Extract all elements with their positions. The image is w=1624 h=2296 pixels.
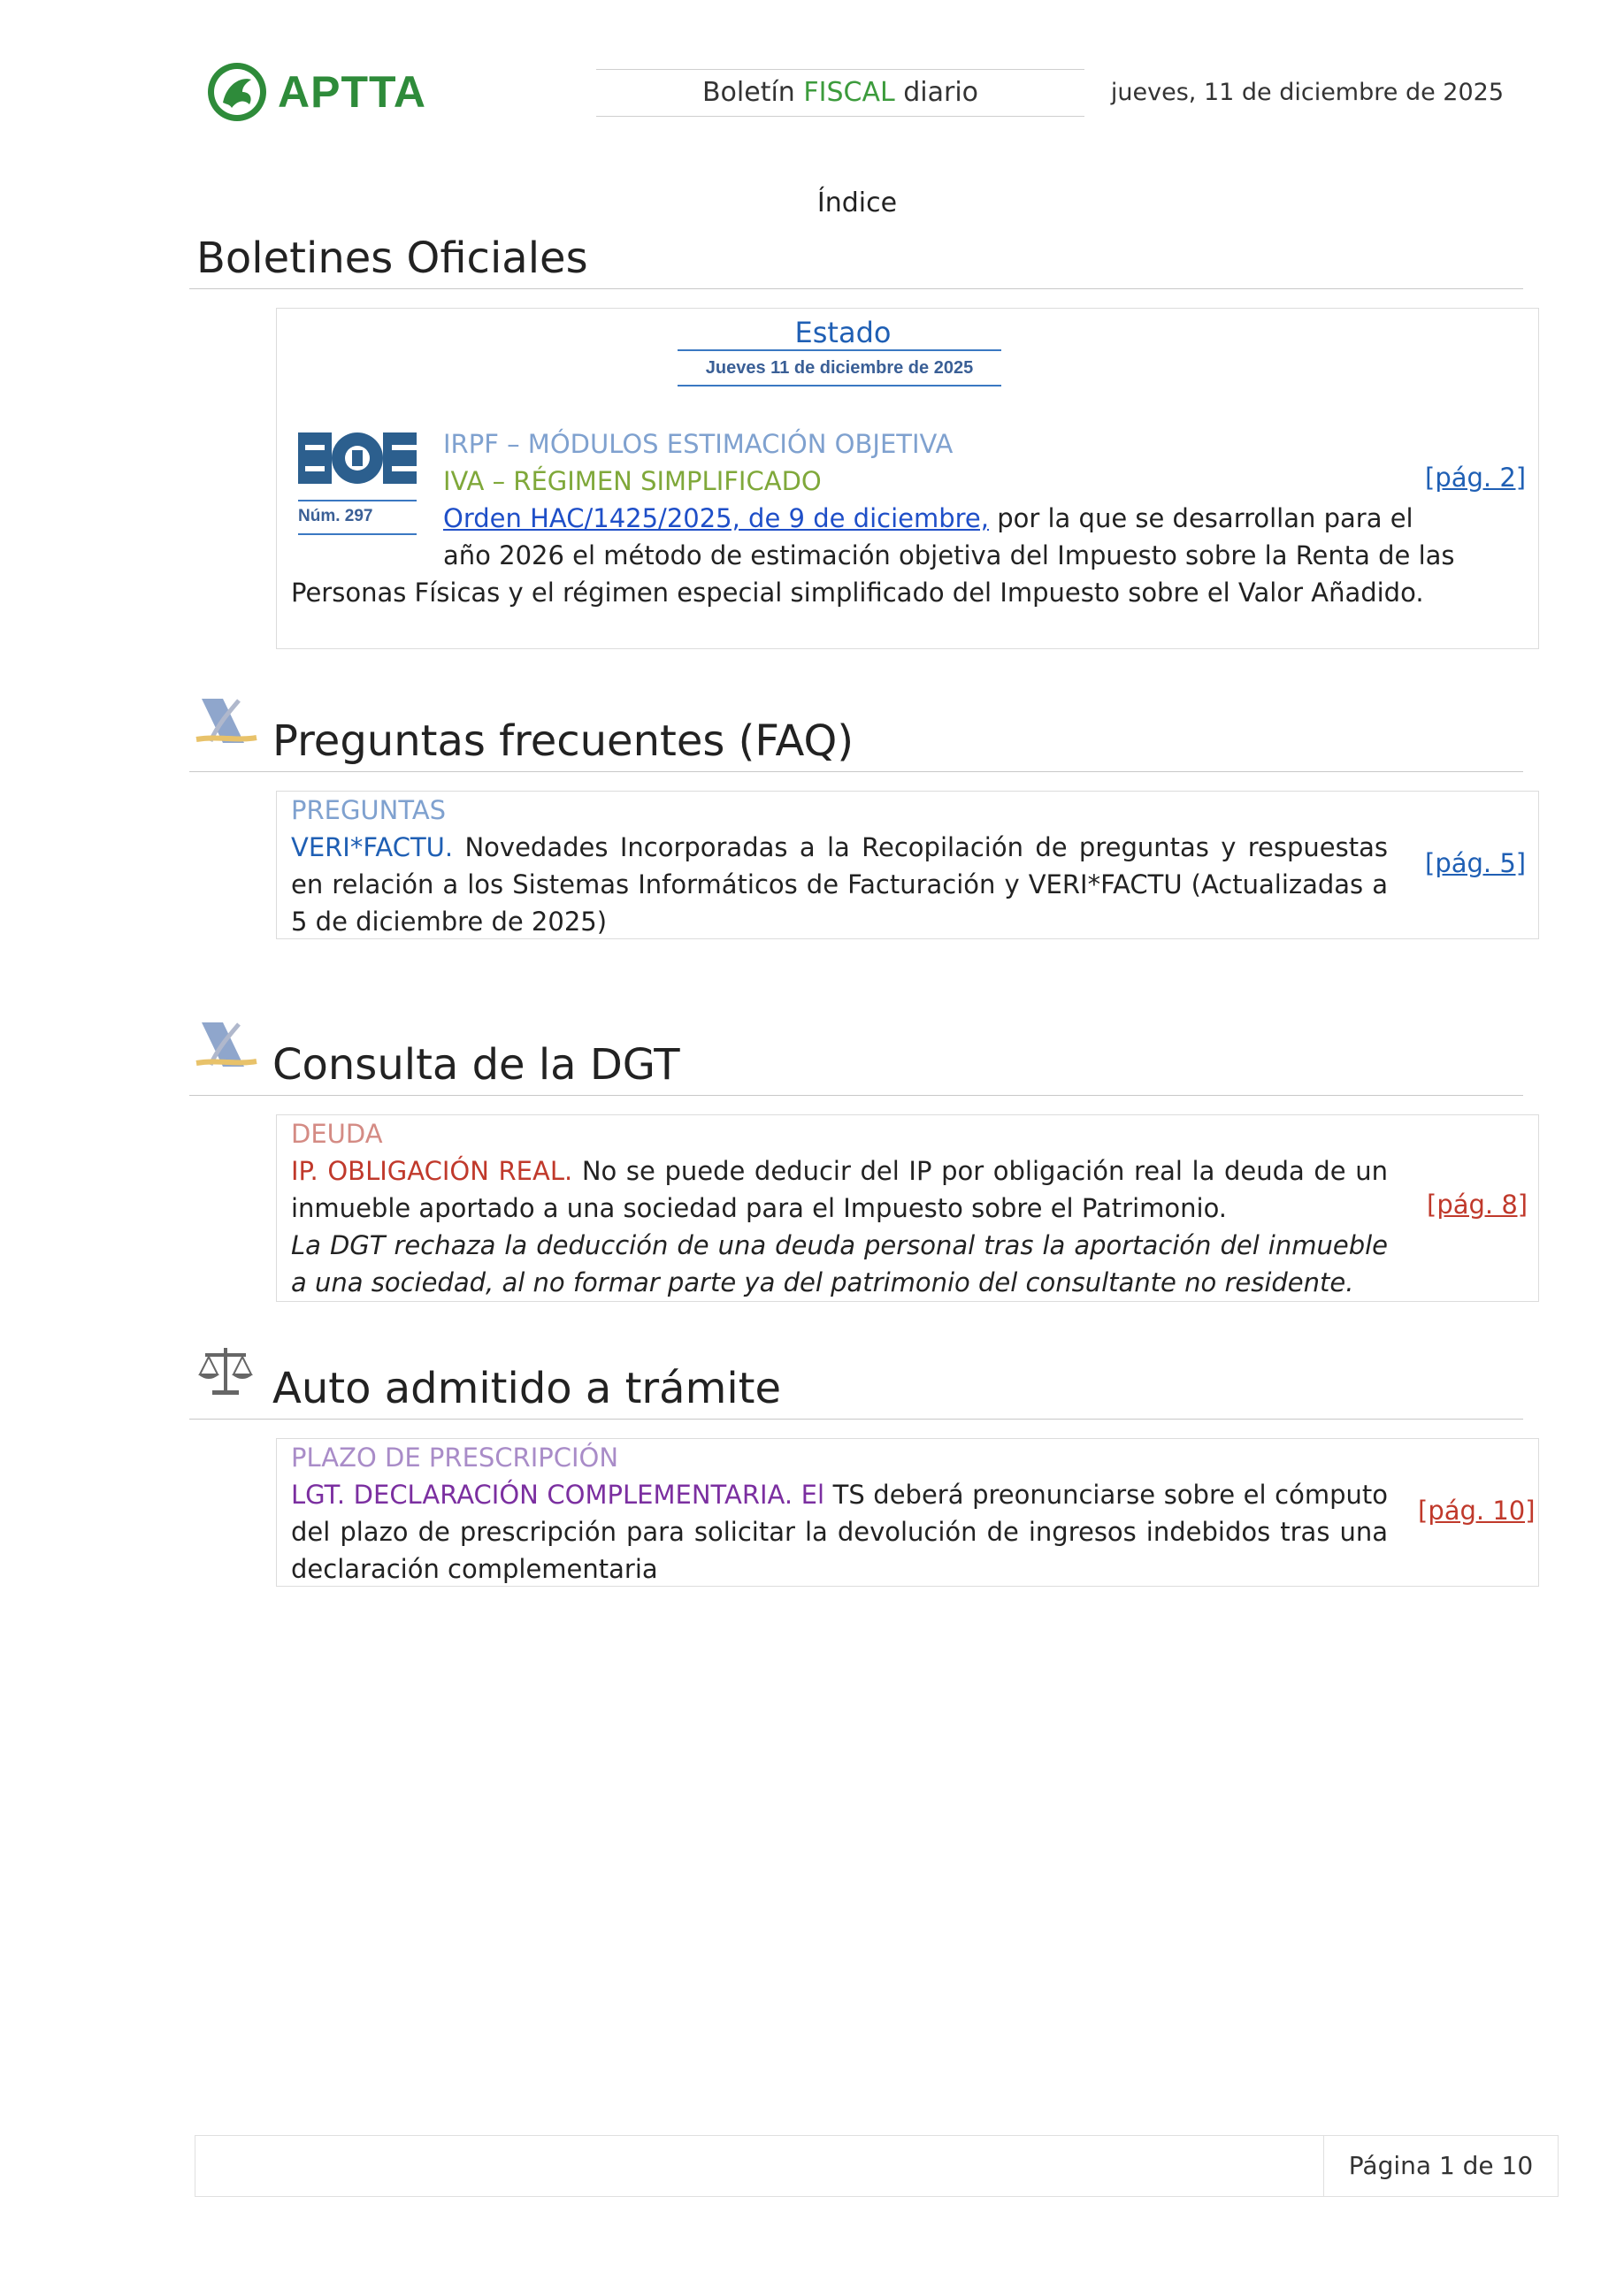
aeat-icon xyxy=(193,695,260,752)
logo-text: APTTA xyxy=(278,67,426,117)
page-link-8[interactable]: [pág. 8] xyxy=(1427,1190,1528,1220)
page-link-5[interactable]: [pág. 5] xyxy=(1425,848,1527,878)
scales-icon xyxy=(196,1343,255,1401)
dgt-card xyxy=(276,1114,1539,1302)
orden-link[interactable]: Orden HAC/1425/2025, de 9 de diciembre, xyxy=(443,503,989,533)
estado-date: Jueves 11 de diciembre de 2025 xyxy=(678,349,1001,386)
boletines-card xyxy=(276,308,1539,649)
boletines-line2: año 2026 el método de estimación objetiva del Impuesto sobre la Renta de las xyxy=(443,540,1455,570)
boe-logo xyxy=(298,432,417,496)
page-link-10[interactable]: [pág. 10] xyxy=(1418,1496,1536,1526)
section-title-auto: Auto admitido a trámite xyxy=(272,1364,782,1413)
dgt-lead: IP. OBLIGACIÓN REAL. xyxy=(291,1156,573,1186)
faq-lead: VERI*FACTU. xyxy=(291,832,454,862)
footer-divider xyxy=(1323,2135,1324,2197)
faq-category: PREGUNTAS xyxy=(291,795,447,825)
section-divider xyxy=(189,288,1523,289)
category-irpf: IRPF – MÓDULOS ESTIMACIÓN OBJETIVA xyxy=(443,429,954,459)
auto-body: TS deberá preonunciarse sobre el cómputo del plazo de prescripción para solicitar la devolución de ingresos indebidos tras una declaración complementaria xyxy=(291,1480,1388,1584)
dgt-body: No se puede deducir del IP por obligación real la deuda de un inmueble aportado a una sociedad para el Impuesto sobre el Patrimonio. xyxy=(291,1156,1388,1223)
auto-category: PLAZO DE PRESCRIPCIÓN xyxy=(291,1443,619,1473)
aeat-logo-faq xyxy=(193,695,260,752)
auto-lead: LGT. DECLARACIÓN COMPLEMENTARIA. xyxy=(291,1480,793,1510)
page-number: Página 1 de 10 xyxy=(1348,2151,1534,2180)
auto-card xyxy=(276,1438,1539,1587)
bulletin-title xyxy=(596,69,1084,117)
boletines-line1-rest: por la que se desarrollan para el xyxy=(988,503,1413,533)
section-divider xyxy=(189,1419,1523,1420)
page-link-2[interactable]: [pág. 2] xyxy=(1425,463,1527,493)
aptta-logo xyxy=(205,58,453,126)
auto-lead2: El xyxy=(793,1480,825,1510)
boe-number: Núm. 297 xyxy=(298,500,417,535)
boletines-line1 xyxy=(443,500,1413,537)
boe-logo-icon xyxy=(298,432,417,496)
dgt-category: DEUDA xyxy=(291,1119,383,1149)
aptta-logo-icon xyxy=(205,60,269,124)
dgt-italic: La DGT rechaza la deducción de una deuda personal tras la aportación del inmueble a una sociedad, al no formar parte ya del patrimonio del consultante no residente. xyxy=(291,1230,1388,1297)
title-highlight: FISCAL xyxy=(803,77,895,108)
faq-text xyxy=(291,829,1388,940)
section-title-boletines: Boletines Oficiales xyxy=(196,233,588,283)
boletines-line3: Personas Físicas y el régimen especial simplificado del Impuesto sobre el Valor Añadido. xyxy=(291,578,1424,608)
dgt-text xyxy=(291,1152,1388,1227)
auto-text xyxy=(291,1476,1388,1588)
faq-body: Novedades Incorporadas a la Recopilación de preguntas y respuestas en relación a los Sistemas Informáticos de Facturación y VERI*FACTU (Actualizadas a 5 de diciembre de 2025) xyxy=(291,832,1388,937)
title-prefix: Boletín xyxy=(701,77,804,108)
section-title-faq: Preguntas frecuentes (FAQ) xyxy=(272,716,854,766)
header-date: jueves, 11 de diciembre de 2025 xyxy=(1110,79,1504,106)
faq-card xyxy=(276,791,1539,939)
section-divider xyxy=(189,1095,1523,1096)
estado-label: Estado xyxy=(794,316,892,349)
aeat-icon xyxy=(193,1019,260,1075)
category-iva: IVA – RÉGIMEN SIMPLIFICADO xyxy=(443,466,822,496)
aeat-logo-dgt xyxy=(193,1019,260,1075)
title-suffix: diario xyxy=(894,77,979,108)
index-heading: Índice xyxy=(816,188,898,218)
section-title-dgt: Consulta de la DGT xyxy=(272,1040,680,1090)
section-divider xyxy=(189,771,1523,772)
